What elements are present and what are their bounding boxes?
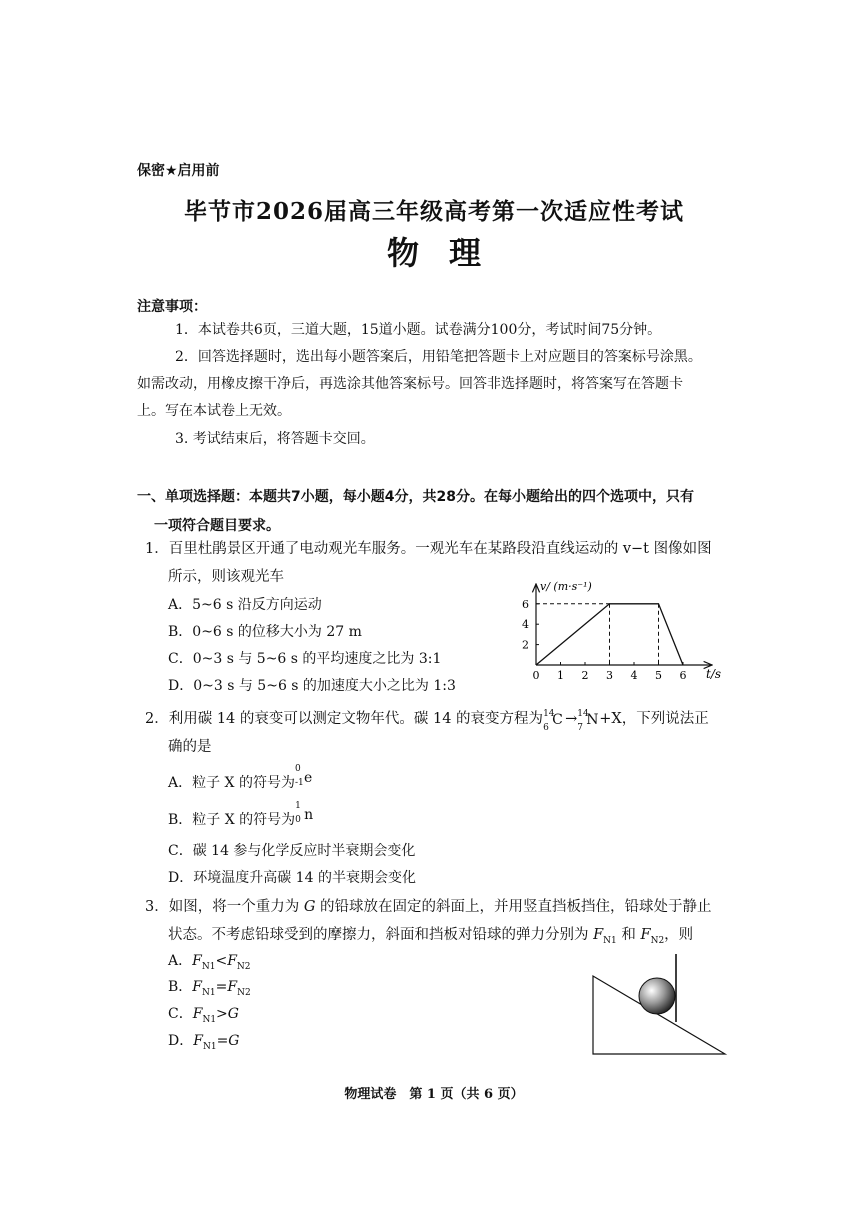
product-x: +X bbox=[599, 711, 622, 727]
n14-symbol: N bbox=[586, 712, 599, 728]
exam-title: 毕节市2026届高三年级高考第一次适应性考试 bbox=[183, 198, 684, 225]
q3-option-c: C．$F_{N1}>G$ bbox=[168, 1006, 239, 1025]
electron-mass: 0 bbox=[294, 764, 301, 774]
q2-option-b bbox=[168, 801, 317, 829]
n14-charge: 7 bbox=[577, 723, 583, 733]
decay-arrow: → bbox=[565, 711, 578, 727]
notes-heading: 注意事项： bbox=[137, 299, 207, 315]
page-footer: 物理试卷 第 1 页（共 6 页） bbox=[344, 1087, 524, 1102]
section-line-2: 一项符合题目要求。 bbox=[154, 518, 280, 534]
q1-stem-2: 所示，则该观光车 bbox=[168, 569, 284, 585]
q1-option-b: B．0~6 s 的位移大小为 27 m bbox=[168, 624, 362, 640]
x-tick-label: 0 bbox=[532, 669, 540, 682]
section-heading bbox=[137, 483, 694, 541]
y-axis-label: v/ (m·s⁻¹) bbox=[540, 580, 592, 593]
note-1: 1．本试卷共6页，三道大题，15道小题。试卷满分100分，考试时间75分钟。 bbox=[175, 322, 662, 338]
x-axis-label: t/s bbox=[706, 667, 722, 681]
x-tick-label: 1 bbox=[557, 669, 564, 682]
q2-stem-text: 2．利用碳 14 的衰变可以测定文物年代。碳 14 的衰变方程为 bbox=[145, 711, 544, 727]
x-tick-label: 2 bbox=[581, 669, 589, 682]
y-tick-label: 2 bbox=[522, 638, 529, 652]
q1-option-d: D．0~3 s 与 5~6 s 的加速度大小之比为 1:3 bbox=[168, 678, 456, 694]
q2-option-c: C．碳 14 参与化学反应时半衰期会变化 bbox=[168, 843, 416, 859]
x-tick-label: 3 bbox=[606, 669, 613, 682]
q2-option-d: D．环境温度升高碳 14 的半衰期会变化 bbox=[168, 870, 416, 886]
y-tick-label: 6 bbox=[522, 597, 529, 611]
subject-title: 物理 bbox=[386, 234, 511, 272]
x-tick-label: 5 bbox=[655, 669, 662, 682]
q3-option-b: B．$F_{N1}=F_{N2}$ bbox=[168, 979, 251, 998]
q2-option-b-text: B．粒子 X 的符号为 bbox=[168, 812, 296, 828]
q1-option-c: C．0~3 s 与 5~6 s 的平均速度之比为 3:1 bbox=[168, 651, 442, 667]
x-tick-label: 6 bbox=[679, 669, 687, 682]
q2-option-a bbox=[168, 764, 317, 792]
q3-stem-2: 状态。不考虑铅球受到的摩擦力，斜面和挡板对铅球的弹力分别为 $F_{N1}$ 和 $F_{N2}$，则 bbox=[168, 927, 694, 946]
q3-option-d: D．$F_{N1}=G$ bbox=[168, 1033, 240, 1052]
neutron-mass: 1 bbox=[295, 801, 301, 811]
y-tick-label: 4 bbox=[522, 618, 529, 632]
q2-stem-1 bbox=[145, 705, 709, 733]
q1-stem-1: 1．百里杜鹃景区开通了电动观光车服务。一观光车在某路段沿直线运动的 v−t 图像如图 bbox=[145, 541, 712, 557]
neutron-symbol: n bbox=[304, 807, 314, 823]
q2-option-a-text: A．粒子 X 的符号为 bbox=[168, 775, 295, 791]
q1-option-a: A．5~6 s 沿反方向运动 bbox=[168, 597, 322, 613]
n14-mass: 14 bbox=[577, 709, 589, 719]
incline-ball-diagram bbox=[585, 952, 730, 1058]
section-line-1: 一、单项选择题：本题共7小题，每小题4分，共28分。在每小题给出的四个选项中，只有 bbox=[137, 489, 694, 505]
q3-stem-1: 3．如图，将一个重力为 G 的铅球放在固定的斜面上，并用竖直挡板挡住，铅球处于静止 bbox=[145, 899, 712, 915]
c14-charge: 6 bbox=[543, 723, 549, 733]
electron-symbol: e bbox=[303, 770, 313, 786]
c14-symbol: C bbox=[552, 712, 563, 728]
note-2: 2．回答选择题时，选出每小题答案后，用铅笔把答题卡上对应题目的答案标号涂黑。 bbox=[175, 349, 702, 365]
vt-graph bbox=[500, 572, 730, 687]
c14-mass: 14 bbox=[543, 709, 555, 719]
electron-charge: -1 bbox=[294, 778, 304, 788]
decay-equation bbox=[543, 709, 622, 733]
lead-ball bbox=[639, 978, 675, 1014]
note-2-cont: 如需改动，用橡皮擦干净后，再选涂其他答案标号。回答非选择题时，将答案写在答题卡 bbox=[137, 376, 683, 392]
confidential-mark: 保密★启用前 bbox=[137, 163, 220, 179]
q2-stem-text-2: ，下列说法正 bbox=[621, 711, 709, 727]
note-2-end: 上。写在本试卷上无效。 bbox=[137, 403, 291, 419]
x-tick-label: 4 bbox=[630, 669, 638, 682]
q3-option-a: A．$F_{N1}<F_{N2}$ bbox=[168, 953, 251, 972]
note-3: 3. 考试结束后，将答题卡交回。 bbox=[175, 431, 375, 447]
q2-stem-2: 确的是 bbox=[168, 739, 212, 755]
neutron-charge: 0 bbox=[295, 815, 301, 825]
